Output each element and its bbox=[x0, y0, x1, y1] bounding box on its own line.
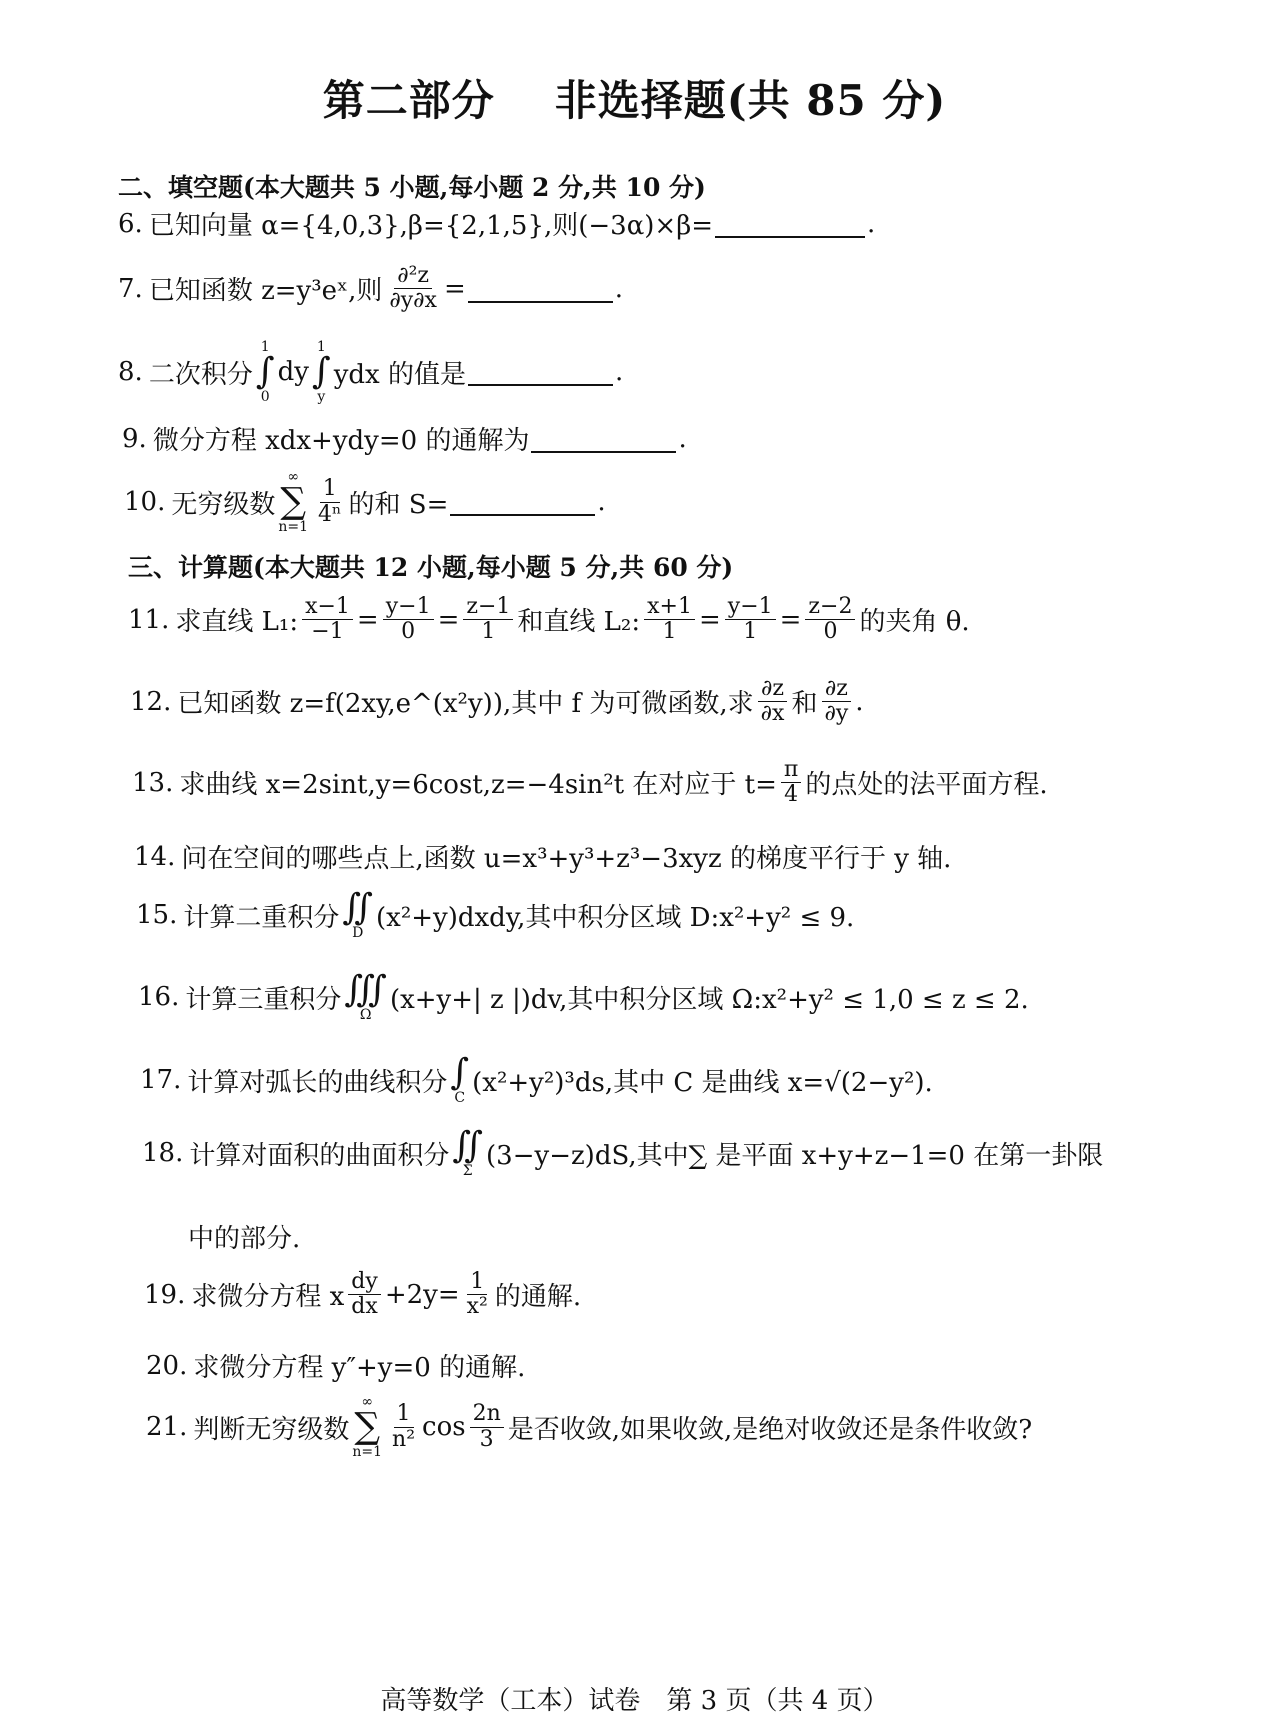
question-20: 20. 求微分方程 y″+y=0 的通解. bbox=[146, 1350, 526, 1383]
triple-integral-sign: ∭ Ω bbox=[344, 969, 387, 1023]
answer-blank[interactable] bbox=[531, 425, 676, 453]
answer-blank[interactable] bbox=[468, 358, 613, 386]
title-name: 非选择题(共 85 分) bbox=[554, 76, 947, 125]
question-14: 14. 问在空间的哪些点上,函数 u=x³+y³+z³−3xyz 的梯度平行于 y 轴. bbox=[134, 841, 952, 874]
answer-blank[interactable] bbox=[450, 488, 595, 516]
question-18: 18. 计算对面积的曲面积分 ∬ Σ (3−y−z)dS,其中∑ 是平面 x+y+z−1=0 在第一卦限 bbox=[142, 1125, 1104, 1179]
question-9: 9. 微分方程 xdx+ydy=0 的通解为 . bbox=[122, 423, 687, 456]
question-12: 12. 已知函数 z=f(2xy,e^(x²y)),其中 f 为可微函数,求 $\frac{\partial z}{\partial x}$ 和 $\frac{\partial z}{\partial y}$ . bbox=[130, 676, 864, 727]
question-15: 15. 计算二重积分 ∬ D (x²+y)dxdy,其中积分区域 D:x²+y² ≤ 9. bbox=[136, 887, 855, 941]
question-16: 16. 计算三重积分 ∭ Ω (x+y+| z |)dv,其中积分区域 Ω:x²+y² ≤ 1,0 ≤ z ≤ 2. bbox=[138, 969, 1029, 1023]
title-part: 第二部分 bbox=[322, 76, 495, 125]
line-integral-sign: ∫ C bbox=[450, 1052, 470, 1106]
section-2-heading: 二、填空题(本大题共 5 小题,每小题 2 分,共 10 分) bbox=[118, 173, 706, 202]
question-19: 19. 求微分方程 x $\frac{dy}{dx}$ +2y= $\frac{1}{\text{x²}}$ 的通解. bbox=[144, 1269, 582, 1320]
section-3-heading: 三、计算题(本大题共 12 小题,每小题 5 分,共 60 分) bbox=[128, 553, 734, 582]
question-8: 8. 二次积分 1 ∫ 0 dy 1 ∫ y ydx 的值是 . bbox=[118, 339, 624, 405]
integral-sign: 1 ∫ y bbox=[311, 339, 331, 405]
question-18-continued: 中的部分. bbox=[188, 1224, 301, 1254]
question-11: 11. 求直线 L₁: $\frac{x-1}{-1}$ = $\frac{y-1}{0}$ = $\frac{z-1}{1}$ 和直线 L₂: $\frac{x+1}{1}$ = $\frac{y-1}{1}$ = $\frac{z-2}{0}$ 的夹角 θ. bbox=[128, 594, 970, 645]
integral-sign: 1 ∫ 0 bbox=[255, 339, 275, 405]
double-integral-sign: ∬ D bbox=[342, 887, 374, 941]
fraction: $\frac{1}{\text{4ⁿ}}$ bbox=[318, 476, 342, 527]
question-13: 13. 求曲线 x=2sint,y=6cost,z=−4sin²t 在对应于 t= $\frac{\pi}{4}$ 的点处的法平面方程. bbox=[132, 757, 1048, 808]
sum-sign: ∞ ∑ n=1 bbox=[352, 1394, 383, 1460]
page-title bbox=[0, 68, 1269, 128]
answer-blank[interactable] bbox=[715, 210, 865, 238]
sum-sign: ∞ ∑ n=1 bbox=[278, 469, 309, 535]
question-21: 21. 判断无穷级数 ∞ ∑ n=1 $\frac{1}{\text{n²}}$ cos $\frac{2n}{3}$ 是否收敛,如果收敛,是绝对收敛还是条件收敛? bbox=[146, 1394, 1033, 1460]
answer-blank[interactable] bbox=[468, 275, 613, 303]
question-7: 7. 已知函数 z=y³eˣ,则 $\frac{\text{∂²z}}{\partial y\partial x}$ = . bbox=[118, 263, 623, 314]
question-6: 6. 已知向量 α={4,0,3},β={2,1,5},则(−3α)×β= . bbox=[118, 208, 876, 241]
fraction: $\frac{\text{∂²z}}{\partial y\partial x}$ bbox=[389, 263, 437, 314]
page-footer: 高等数学（工本）试卷 第 3 页（共 4 页） bbox=[380, 1686, 889, 1716]
question-17: 17. 计算对弧长的曲线积分 ∫ C (x²+y²)³ds,其中 C 是曲线 x=√(2−y²). bbox=[140, 1052, 933, 1106]
surface-integral-sign: ∬ Σ bbox=[452, 1125, 484, 1179]
question-10: 10. 无穷级数 ∞ ∑ n=1 $\frac{1}{\text{4ⁿ}}$ 的和 S= . bbox=[124, 469, 606, 535]
